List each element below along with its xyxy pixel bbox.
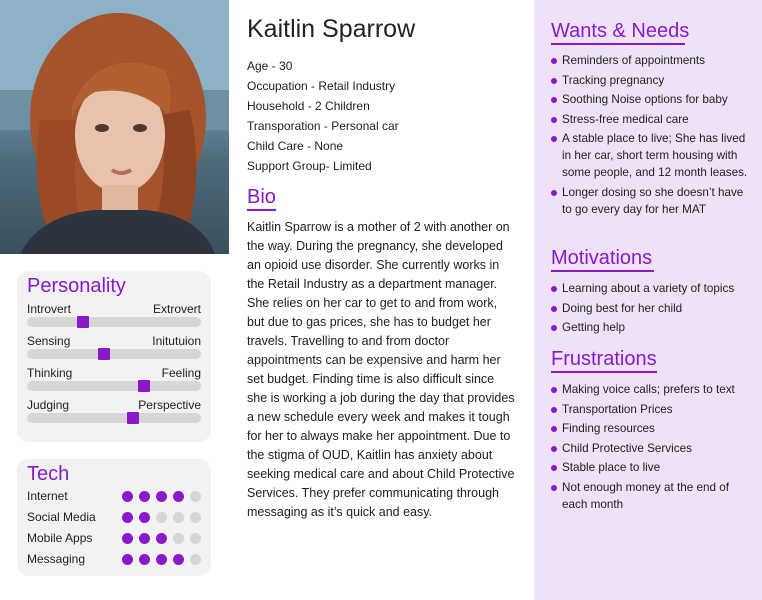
rating-dot-filled [139,491,150,502]
list-item-text: Getting help [562,321,626,334]
list-item [551,401,751,418]
list-item-text: Longer dosing so she doesn’t have to go every day for her MAT [562,185,744,216]
list-item [551,459,751,476]
fact-age: Age - 30 [247,59,293,73]
rating-dot-empty [190,491,201,502]
trait-slider-track [27,349,201,359]
rating-dot-filled [122,491,133,502]
bullet-icon [551,117,557,123]
bullet-icon [551,485,557,491]
fact-household: Household - 2 Children [247,99,370,113]
list-item [551,184,751,218]
rating-dot-empty [173,512,184,523]
trait-slider-knob [127,412,139,424]
rating-dot-filled [122,512,133,523]
list-item [551,91,751,108]
list-item [551,280,751,297]
rating-dot-filled [156,554,167,565]
bio-text: Kaitlin Sparrow is a mother of 2 with another on the way. During the pregnancy, she developed an opioid use disorder. She currently works in the Retail Industry as a department manager. She relies on her car to get to and from work, but due to gas prices, she has to budget her travels. Travelling to and from doctor appointments can be expensive and harm her set budget. Finding time is also difficult since she is working a job during the day that provides a new schedule every week and makes it tough for her to always make her appointment. Due to the stigma of OUD, Kaitlin has anxiety about seeking medical care and about Child Protective Services. They prefer communicating through messaging as it’s quick and easy. [247,220,515,519]
list-item-text: Tracking pregnancy [562,73,665,87]
tech-row-internet [27,489,201,507]
list-item [551,52,751,69]
list-item [551,479,751,513]
list-item [551,111,751,128]
tech-label: Social Media [27,510,96,524]
list-item-text: Transportation Prices [562,402,673,416]
fact-support-group: Support Group- Limited [247,159,372,173]
tech-label: Internet [27,489,68,503]
motivations-underline [551,270,654,272]
rating-dot-filled [139,512,150,523]
trait-right-label: Initutuion [152,334,201,348]
bullet-icon [551,78,557,84]
tech-row-messaging [27,552,201,570]
rating-dot-filled [173,491,184,502]
rating-dot-filled [173,554,184,565]
bio-title: Bio [247,186,276,208]
tech-row-mobile-apps [27,531,201,549]
trait-left-label: Thinking [27,366,73,380]
list-item-text: Finding resources [562,422,655,435]
rating-dot-filled [122,554,133,565]
tech-title: Tech [27,463,70,485]
rating-dot-empty [190,512,201,523]
list-item [551,440,751,457]
list-item [551,319,751,336]
frustrations-list [551,381,751,515]
personality-title: Personality [27,275,126,297]
motivations-list [551,280,751,339]
wants-needs-title: Wants & Needs [551,20,690,42]
trait-slider-knob [98,348,110,360]
list-item [551,300,751,317]
bullet-icon [551,407,557,413]
trait-right-label: Extrovert [152,302,201,316]
list-item [551,381,751,398]
fact-child-care: Child Care - None [247,139,344,153]
list-item-text: A stable place to live; She has lived in her car, short term housing with some people, and 12 month leases. [562,132,748,179]
rating-dot-filled [139,533,150,544]
bio-heading [247,185,276,209]
personality-card [17,271,211,442]
rating-dot-empty [190,533,201,544]
bullet-icon [551,325,557,331]
bullet-icon [551,97,557,103]
list-item-text: Not enough money at the end of each month [562,480,729,511]
trait-slider-knob [77,316,89,328]
motivations-heading [551,246,652,270]
list-item [551,130,751,181]
fact-occupation: Occupation - Retail Industry [247,79,396,93]
bullet-icon [551,136,557,142]
trait-introvert-extrovert [27,302,201,328]
tech-card [17,459,211,576]
tech-row-social-media [27,510,201,528]
list-item-text: Child Protective Services [562,441,692,455]
bullet-icon [551,465,557,471]
list-item-text: Stress-free medical care [562,112,689,126]
bullet-icon [551,286,557,292]
list-item-text: Doing best for her child [562,301,683,315]
rating-dot-empty [173,533,184,544]
rating-dot-filled [156,491,167,502]
trait-right-label: Feeling [161,366,201,380]
list-item [551,420,751,437]
trait-judging-perspective [27,398,201,424]
list-item-text: Soothing Noise options for baby [562,93,728,106]
motivations-title: Motivations [551,247,653,269]
bullet-icon [551,387,557,393]
trait-slider-knob [138,380,150,392]
list-item-text: Learning about a variety of topics [562,282,735,295]
fact-transportation: Transporation - Personal car [247,119,399,133]
persona-photo [0,0,229,254]
trait-slider-track [27,381,201,391]
persona-facts [247,56,507,176]
wants-needs-heading [551,19,689,43]
rating-dot-empty [156,512,167,523]
list-item-text: Making voice calls; prefers to text [562,383,735,396]
frustrations-title: Frustrations [551,348,657,370]
rating-dot-empty [190,554,201,565]
bullet-icon [551,58,557,64]
trait-left-label: Sensing [27,334,71,348]
list-item-text: Reminders of appointments [562,54,705,67]
trait-left-label: Judging [27,398,70,412]
bullet-icon [551,446,557,452]
persona-name: Kaitlin Sparrow [247,15,416,43]
frustrations-heading [551,347,657,371]
wants-needs-underline [551,43,685,45]
rating-dot-filled [139,554,150,565]
frustrations-underline [551,371,657,373]
list-item-text: Stable place to live [562,461,661,474]
tech-label: Messaging [27,552,86,566]
bullet-icon [551,426,557,432]
trait-thinking-feeling [27,366,201,392]
bio-underline [247,209,276,211]
wants-needs-list [551,52,751,220]
trait-sensing-intuition [27,334,201,360]
bullet-icon [551,190,557,196]
trait-slider-track [27,317,201,327]
tech-label: Mobile Apps [27,531,93,545]
trait-slider-track [27,413,201,423]
trait-left-label: Introvert [27,302,72,316]
rating-dot-filled [156,533,167,544]
bullet-icon [551,306,557,312]
trait-right-label: Perspective [138,398,201,412]
rating-dot-filled [122,533,133,544]
portrait-illustration [0,0,229,254]
list-item [551,72,751,89]
